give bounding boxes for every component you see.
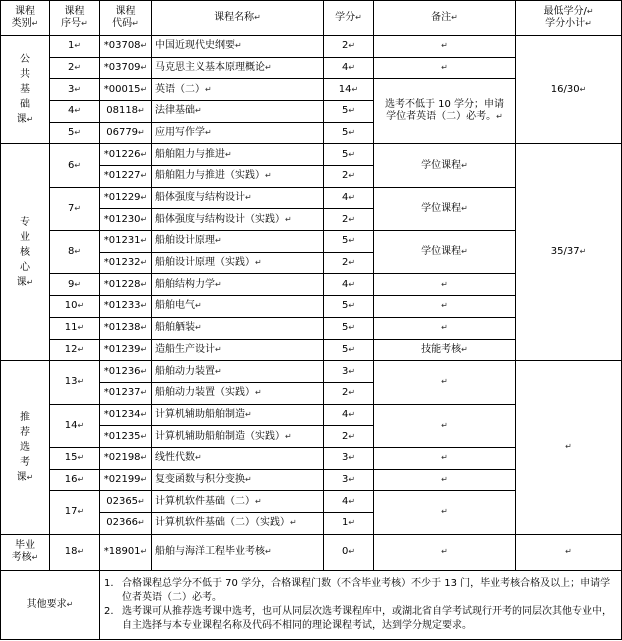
note-degree: 学位课程↵	[374, 231, 516, 274]
code-cell: *01231↵	[100, 231, 152, 253]
credit-cell: 5↵	[324, 144, 374, 166]
name-cell: 计算机软件基础（二）↵	[152, 491, 324, 513]
code-cell: *01235↵	[100, 426, 152, 448]
seq-cell: 9↵	[50, 274, 100, 296]
seq-cell: 14↵	[50, 404, 100, 447]
name-cell: 船体强度与结构设计↵	[152, 187, 324, 209]
seq-cell: 13↵	[50, 361, 100, 404]
name-cell: 线性代数↵	[152, 447, 324, 469]
name-cell: 计算机软件基础（二）（实践）↵	[152, 512, 324, 534]
code-cell: *01234↵	[100, 404, 152, 426]
seq-cell: 18↵	[50, 534, 100, 570]
code-cell: *01237↵	[100, 382, 152, 404]
credit-cell: 3↵	[324, 447, 374, 469]
name-cell: 马克思主义基本原理概论↵	[152, 57, 324, 79]
requirement-item: 1. 合格课程总学分不低于 70 学分，合格课程门数（不含毕业考核）不少于 13 门，毕业考核合格及以上；申请学位者英语（二）必考。	[104, 577, 611, 603]
code-cell: *01236↵	[100, 361, 152, 383]
seq-cell: 5↵	[50, 122, 100, 144]
table-row	[1, 361, 622, 383]
name-cell: 船舶设计原理（实践）↵	[152, 252, 324, 274]
note-cell: ↵	[374, 317, 516, 339]
code-cell: *00015↵	[100, 79, 152, 101]
note-cell: ↵	[374, 404, 516, 447]
note-cell: ↵	[374, 361, 516, 404]
note-public: 选考不低于 10 学分；申请 学位者英语（二）必考。↵	[374, 79, 516, 144]
name-cell: 船舶设计原理↵	[152, 231, 324, 253]
code-cell: *03708↵	[100, 36, 152, 58]
name-cell: 船舶动力装置↵	[152, 361, 324, 383]
min-credit-elective: ↵	[516, 361, 622, 534]
name-cell: 中国近现代史纲要↵	[152, 36, 324, 58]
note-cell: ↵	[374, 447, 516, 469]
note-degree: 学位课程↵	[374, 187, 516, 230]
name-cell: 法律基础↵	[152, 101, 324, 123]
credit-cell: 4↵	[324, 404, 374, 426]
code-cell: *18901↵	[100, 534, 152, 570]
header-min-credit: 最低学分/↵ 学分小计↵	[516, 1, 622, 36]
category-public: 公 共 基 础 课↵	[1, 36, 50, 144]
category-elective: 推 荐 选 考 课↵	[1, 361, 50, 534]
table-row	[1, 534, 622, 570]
header-note: 备注↵	[374, 1, 516, 36]
seq-cell: 8↵	[50, 231, 100, 274]
seq-cell: 10↵	[50, 296, 100, 318]
code-cell: 02366↵	[100, 512, 152, 534]
credit-cell: 2↵	[324, 252, 374, 274]
credit-cell: 5↵	[324, 317, 374, 339]
code-cell: *01230↵	[100, 209, 152, 231]
header-credit: 学分↵	[324, 1, 374, 36]
note-cell: ↵	[374, 57, 516, 79]
seq-cell: 3↵	[50, 79, 100, 101]
min-credit-public: 16/30↵	[516, 36, 622, 144]
requirement-item: 2. 选考课可从推荐选考课中选考，也可从同层次选考课程库中，或湖北省自学考试现行开考的同层次其他专业中，自主选择与本专业课程名称及代码不相同的理论课程考试，达到学分规定要求。	[104, 605, 612, 631]
header-category: 课程 类别↵	[1, 1, 50, 36]
code-cell: *01233↵	[100, 296, 152, 318]
note-degree: 学位课程↵	[374, 144, 516, 187]
note-cell: ↵	[374, 296, 516, 318]
name-cell: 计算机辅助船舶制造↵	[152, 404, 324, 426]
code-cell: *01238↵	[100, 317, 152, 339]
note-cell: ↵	[374, 534, 516, 570]
note-cell: ↵	[374, 469, 516, 491]
seq-cell: 7↵	[50, 187, 100, 230]
other-requirements-content	[100, 570, 622, 639]
note-cell: ↵	[374, 36, 516, 58]
code-cell: *01239↵	[100, 339, 152, 361]
name-cell: 船舶动力装置（实践）↵	[152, 382, 324, 404]
other-requirements-label: 其他要求↵	[1, 570, 100, 639]
credit-cell: 5↵	[324, 101, 374, 123]
credit-cell: 4↵	[324, 491, 374, 513]
header-code: 课程 代码↵	[100, 1, 152, 36]
category-graduation: 毕业 考核↵	[1, 534, 50, 570]
seq-cell: 15↵	[50, 447, 100, 469]
note-cell: ↵	[374, 274, 516, 296]
name-cell: 船舶阻力与推进（实践）↵	[152, 166, 324, 188]
credit-cell: 0↵	[324, 534, 374, 570]
seq-cell: 16↵	[50, 469, 100, 491]
code-cell: 02365↵	[100, 491, 152, 513]
credit-cell: 4↵	[324, 187, 374, 209]
note-cell: ↵	[374, 491, 516, 534]
code-cell: *03709↵	[100, 57, 152, 79]
seq-cell: 6↵	[50, 144, 100, 187]
credit-cell: 5↵	[324, 339, 374, 361]
header-row	[1, 1, 622, 36]
credit-cell: 3↵	[324, 469, 374, 491]
name-cell: 船舶结构力学↵	[152, 274, 324, 296]
note-skill: 技能考核↵	[374, 339, 516, 361]
seq-cell: 11↵	[50, 317, 100, 339]
min-credit-graduation: ↵	[516, 534, 622, 570]
name-cell: 船舶阻力与推进↵	[152, 144, 324, 166]
credit-cell: 2↵	[324, 426, 374, 448]
code-cell: *01232↵	[100, 252, 152, 274]
credit-cell: 2↵	[324, 382, 374, 404]
name-cell: 船舶电气↵	[152, 296, 324, 318]
credit-cell: 2↵	[324, 36, 374, 58]
category-major: 专 业 核 心 课↵	[1, 144, 50, 361]
credit-cell: 3↵	[324, 361, 374, 383]
name-cell: 船舶与海洋工程毕业考核↵	[152, 534, 324, 570]
other-requirements-row	[1, 570, 622, 639]
name-cell: 船体强度与结构设计（实践）↵	[152, 209, 324, 231]
seq-cell: 2↵	[50, 57, 100, 79]
code-cell: *01228↵	[100, 274, 152, 296]
name-cell: 英语（二）↵	[152, 79, 324, 101]
code-cell: 08118↵	[100, 101, 152, 123]
code-cell: 06779↵	[100, 122, 152, 144]
credit-cell: 4↵	[324, 274, 374, 296]
code-cell: *01226↵	[100, 144, 152, 166]
code-cell: *02198↵	[100, 447, 152, 469]
seq-cell: 1↵	[50, 36, 100, 58]
code-cell: *02199↵	[100, 469, 152, 491]
credit-cell: 5↵	[324, 231, 374, 253]
table-row	[1, 36, 622, 58]
table-row	[1, 144, 622, 166]
credit-cell: 2↵	[324, 166, 374, 188]
name-cell: 船舶舾装↵	[152, 317, 324, 339]
credit-cell: 2↵	[324, 209, 374, 231]
seq-cell: 4↵	[50, 101, 100, 123]
name-cell: 应用写作学↵	[152, 122, 324, 144]
credit-cell: 1↵	[324, 512, 374, 534]
code-cell: *01229↵	[100, 187, 152, 209]
min-credit-major: 35/37↵	[516, 144, 622, 361]
credit-cell: 5↵	[324, 296, 374, 318]
credit-cell: 14↵	[324, 79, 374, 101]
credit-cell: 4↵	[324, 57, 374, 79]
seq-cell: 17↵	[50, 491, 100, 534]
code-cell: *01227↵	[100, 166, 152, 188]
header-name: 课程名称↵	[152, 1, 324, 36]
header-seq: 课程 序号↵	[50, 1, 100, 36]
name-cell: 计算机辅助船舶制造（实践）↵	[152, 426, 324, 448]
seq-cell: 12↵	[50, 339, 100, 361]
name-cell: 造船生产设计↵	[152, 339, 324, 361]
name-cell: 复变函数与积分变换↵	[152, 469, 324, 491]
credit-cell: 5↵	[324, 122, 374, 144]
